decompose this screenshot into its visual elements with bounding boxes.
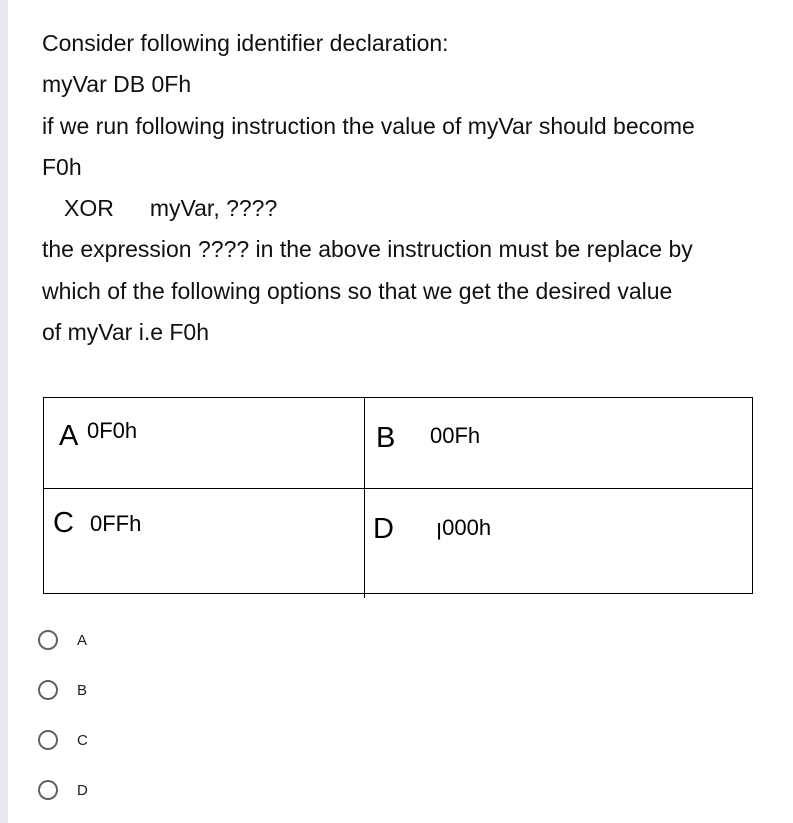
cell-c-value: 0FFh (90, 511, 142, 536)
radio-button-b[interactable] (38, 680, 58, 700)
choice-d[interactable] (38, 777, 88, 803)
cell-a-value: 0F0h (87, 418, 138, 443)
question-line: which of the following options so that we get the desired value (42, 277, 673, 304)
cell-d-value: ꞁ000h (436, 515, 492, 540)
table-divider-horizontal (44, 488, 752, 489)
table-divider-vertical (364, 398, 365, 598)
question-line: F0h (42, 153, 82, 180)
choice-d-label: D (77, 781, 88, 799)
radio-button-c[interactable] (38, 730, 58, 750)
choice-c-label: C (77, 731, 88, 749)
question-line: if we run following instruction the value of myVar should become (42, 112, 695, 139)
options-table (43, 397, 753, 594)
choice-c[interactable] (38, 727, 88, 753)
instruction-operands: myVar, ???? (149, 195, 278, 222)
instruction-opcode: XOR (64, 195, 114, 222)
left-rail (0, 0, 8, 823)
choice-b-label: B (77, 681, 88, 699)
choice-a-label: A (77, 631, 88, 649)
cell-b-letter: B (376, 422, 396, 454)
instruction-line (42, 188, 782, 229)
cell-b-value: 00Fh (430, 423, 481, 448)
radio-button-a[interactable] (38, 630, 58, 650)
radio-button-d[interactable] (38, 780, 58, 800)
question-line: myVar DB 0Fh (42, 71, 192, 98)
cell-d-letter: D (373, 513, 394, 545)
question-line: of myVar i.e F0h (42, 319, 210, 346)
question-line: the expression ???? in the above instruction must be replace by (42, 236, 693, 263)
cell-c-letter: C (53, 507, 74, 539)
question-text (42, 23, 782, 353)
question-line: Consider following identifier declaration: (42, 30, 449, 56)
choice-a[interactable] (38, 627, 87, 653)
choice-b[interactable] (38, 677, 87, 703)
cell-a-letter: A (59, 420, 79, 452)
